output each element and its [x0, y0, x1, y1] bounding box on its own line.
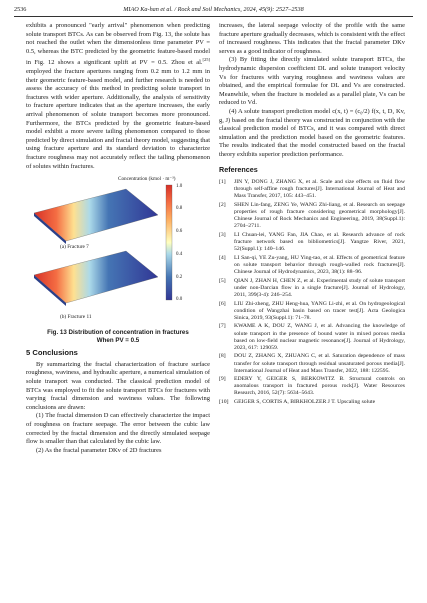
- reference-text: QIAN J, ZHAN H, CHEN Z, et al. Experimental study of solute transport under non-Darcian flow in a single fracture[J]. Journal of Hydrology, 2011, 399(3-4): 246–254.: [234, 277, 405, 298]
- running-header: [14, 6, 413, 16]
- reference-text: LI Chuan-lei, YANG Fan, JIA Chao, et al. Research advance of rock fracture network based on bibliometrics[J]. Yangtze River, 2021, 52(Suppl.1): 140–146.: [234, 231, 405, 253]
- colorbar-tick: 0.0: [176, 297, 183, 303]
- subfigure-label-a: (a) Fracture 7: [60, 244, 89, 251]
- page-number: 2536: [14, 6, 27, 13]
- paragraph: (3) By fitting the directly simulated solute transport BTCs, the hydrodynamic dispersion coefficient DL and solute transport velocity Vs for fractures with varying roughness and waviness values are obtained, and the empirical formulae for DL and Vs are constructed. Meanwhile, when the fracture is modeled as a parallel plate, Vs can be reduced to Vd.: [219, 56, 405, 107]
- figure-13: [26, 175, 210, 327]
- reference-text: LIU Zhi-zheng, ZHU Heng-hua, YANG Li-zhi, et al. On hydrogeological condition of Wangzhai basin based on tracer test[J]. Acta Geologica Sinica, 2019, 93(Suppl.1): 71–78.: [234, 300, 405, 321]
- figure-caption: Fig. 13 Distribution of concentration in fractures When PV = 0.5: [47, 329, 189, 345]
- colorbar-tick: 1.0: [176, 184, 183, 190]
- reference-number: [3]: [219, 231, 226, 238]
- reference-item: [219, 202, 405, 230]
- colorbar-tick: 0.6: [176, 229, 183, 235]
- paragraph: (4) A solute transport prediction model c(x, t) = (c₀/2) f(x, t, D, Kv, g, J) based on the fractal theory was constructed in conjunction with the classical prediction model of BTCs, and it was compared with direct simulation and the prediction model based on the geometric features. The results indicated that the model constructed based on the fractal theory exhibits superior prediction performance.: [219, 107, 405, 158]
- reference-number: [10]: [219, 399, 229, 406]
- section-heading: 5 Conclusions: [26, 348, 78, 358]
- reference-text: GEIGER S, CORTIS A, BIRKHOLZER J T. Upscaling solute: [234, 399, 376, 406]
- reference-text: SHEN Lin-fang, ZENG Ye, WANG Zhi-liang, et al. Research on seepage properties of rough fracture considering geometrical morphology[J]. Chinese Journal of Rock Mechanics and Engineering, 2019, 38(Suppl.1): 2704–2711.: [234, 201, 405, 230]
- reference-item: [219, 179, 405, 200]
- concentration-figure: [26, 175, 210, 327]
- reference-number: [9]: [219, 376, 226, 383]
- reference-text: JIN Y, DONG J, ZHANG X, et al. Scale and size effects on fluid flow through self-affine rough fractures[J]. International Journal of Heat and Mass Transfer, 2017, 105: 443–451.: [234, 179, 405, 200]
- reference-item: [219, 255, 405, 276]
- reference-item: [219, 278, 405, 299]
- reference-number: [5]: [219, 277, 226, 284]
- reference-item: [219, 376, 405, 397]
- paragraph: (1) The fractal dimension D can effectively characterize the impact of roughness on fracture seepage. The error between the cubic law corrected by the fractal dimension and the directly simulated seepage flow is smaller than that calculated by the cubic law.: [26, 412, 210, 446]
- reference-number: [7]: [219, 323, 226, 330]
- left-column: [26, 22, 210, 455]
- reference-number: [8]: [219, 353, 226, 360]
- reference-item: [219, 399, 405, 406]
- fracture-7-surface: [34, 189, 158, 241]
- fracture-11-surface: [34, 251, 158, 303]
- subfigure-label-b: (b) Fracture 11: [60, 314, 92, 321]
- paragraph: By summarizing the fractal characterization of fracture surface roughness, waviness, and hydraulic aperture, a numerical simulation of solute transport was conducted. The classical prediction model of BTCs was employed to fit the solute transport BTCs for fractures with varying fractal dimension and waviness values. The following conclusions are drawn:: [26, 360, 210, 411]
- reference-number: [1]: [219, 179, 226, 186]
- paragraph: (2) As the fractal parameter DKv of 2D fractures: [36, 446, 162, 454]
- paragraph: increases, the lateral seepage velocity of the profile with the same fracture aperture gradually decreases, which is consistent with the effect of increased roughness. This indicates that the fractal parameter DKv serves as a good indicator of roughness.: [219, 22, 405, 55]
- reference-item: [219, 232, 405, 253]
- reference-text: KWAME A K, DOU Z, WANG J, et al. Advancing the knowledge of solute transport in the presence of bound water in mixed porous media based on low-field nuclear magnetic resonance[J]. Journal of Hydrology, 2023, 617: 129059.: [234, 323, 405, 351]
- reference-item: [219, 323, 405, 351]
- colorbar: [166, 185, 172, 300]
- reference-number: [4]: [219, 254, 226, 261]
- reference-text: DOU Z, ZHANG X, ZHUANG C, et al. Saturation dependence of mass transfer for solute transport through residual unsaturated porous media[J]. International Journal of Heat and Mass Transfer, 2022, 188: 122595.: [234, 353, 405, 374]
- paragraph: exhibits a pronounced "early arrival" phenomenon when predicting solute transport BTCs. As can be observed from Fig. 13, the solute has not reached the outlet when the dimensionless time parameter PV = 0.5, whereas the BTC predicted by the geometric feature-based model in Fig. 12 shows a significant uplift at PV = 0.5. Zhou et al.[25] employed the fracture apertures ranging from 0.2 mm to 1.2 mm in their geometric feature-based model, and further research is needed to assess the accuracy of this method in predicting solute transport in fractures with wider aperture. Additionally, the analysis of sensitivity to fracture aperture indicates that as the aperture increases, the early arrival phenomenon of solute transport becomes more pronounced. Furthermore, the BTCs predicted by the geometric feature-based model exhibit a more severe tailing phenomenon compared to those predicted by direct simulation and fractal theory model, suggesting that using fracture aperture and its standard deviation to characterize fracture roughness may not accurately reflect the tailing phenomenon of solutes within fractures.: [26, 22, 210, 170]
- reference-text: LI San-qi, YE Zu-yang, HU Ying-tao, et al. Effects of geometrical feature on solute transport behavior through rough-walled rock fractures[J]. Chinese Journal of Hydrodynamics, 2023, 38(1): 88–96.: [234, 254, 405, 275]
- reference-text: EDERY Y, GEIGER S, BERKOWITZ B. Structural controls on anomalous transport in fractured porous rock[J]. Water Resources Research, 2016, 52(7): 5634–5643.: [234, 376, 405, 397]
- reference-item: [219, 353, 405, 374]
- header-rule: [14, 16, 413, 17]
- references-heading: References: [219, 164, 258, 174]
- reference-number: [2]: [219, 201, 226, 208]
- colorbar-title: Concentration (kmol · m⁻³): [118, 176, 176, 183]
- right-column: [219, 22, 405, 408]
- reference-item: [219, 301, 405, 322]
- reference-number: [6]: [219, 300, 226, 307]
- reference-list: [219, 179, 405, 406]
- journal-citation: MIAO Ka-han et al. / Rock and Soil Mechanics, 2024, 45(9): 2527–2538: [123, 6, 304, 13]
- colorbar-tick: 0.4: [176, 252, 183, 258]
- colorbar-tick: 0.2: [176, 275, 183, 281]
- colorbar-tick: 0.8: [176, 206, 183, 212]
